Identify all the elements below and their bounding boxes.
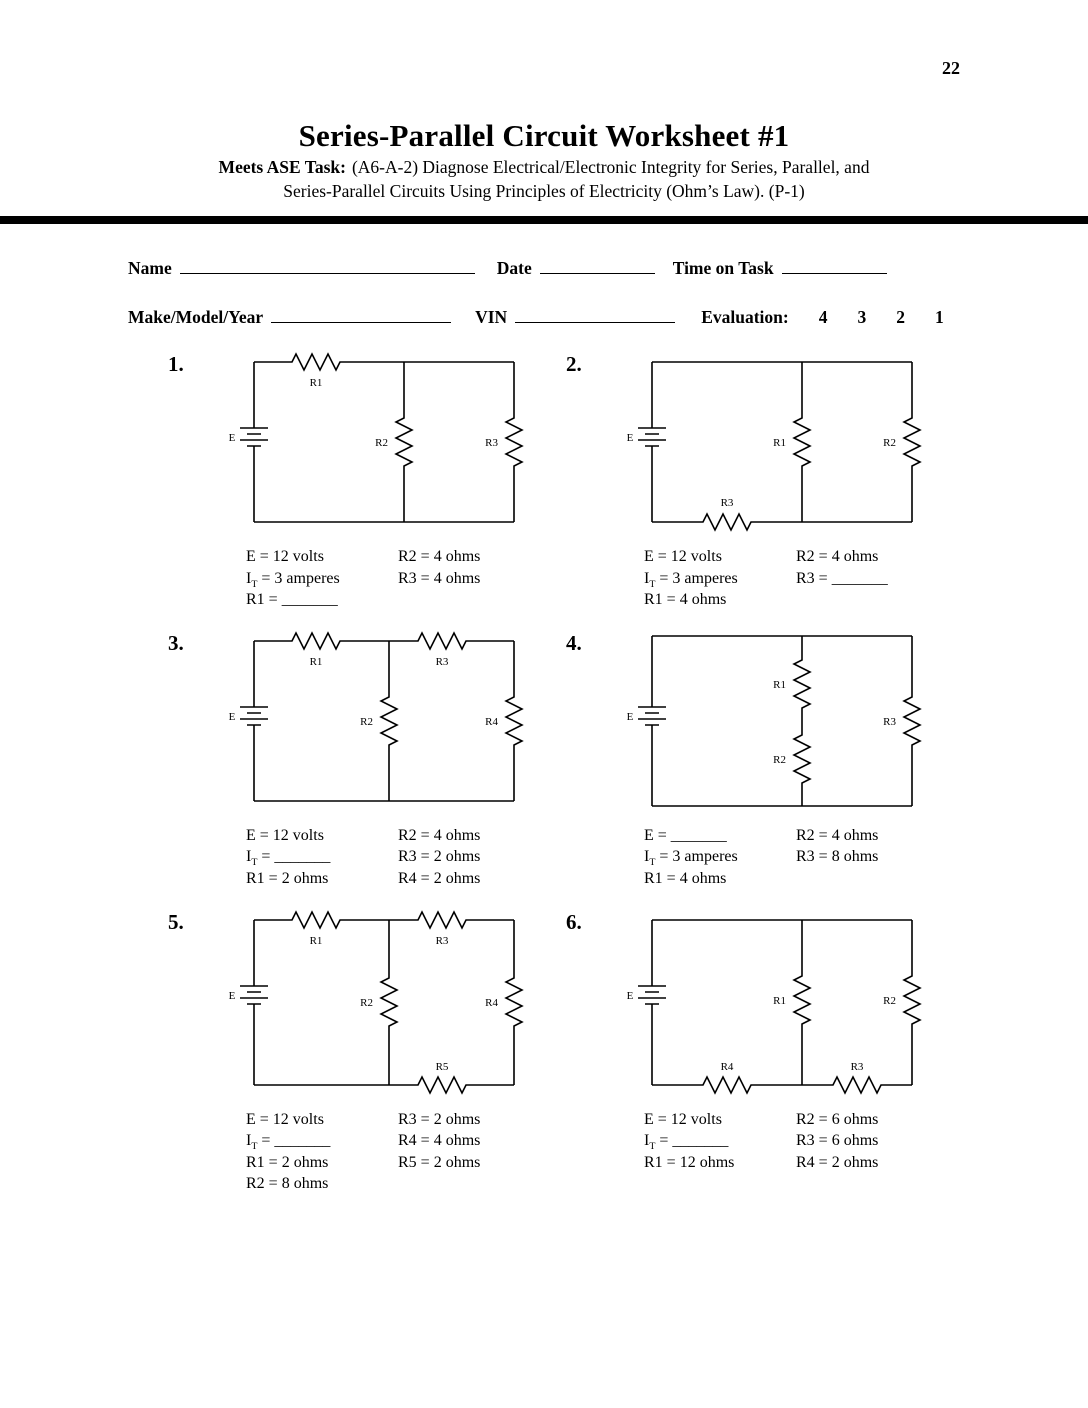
form-row-1 [0, 258, 1088, 279]
value-line: R3 = _______ [796, 569, 888, 587]
value-line: R3 = 2 ohms [398, 1110, 481, 1128]
resistor-label-r1: R1 [773, 437, 786, 449]
value-line: $I_T$ = _______ [246, 848, 331, 869]
value-line: $I_T = 3$ amperes [644, 848, 738, 869]
make-model-year-label: Make/Model/Year [128, 307, 264, 327]
circuit-wires [254, 641, 514, 801]
resistor-label-r5: R5 [435, 1060, 449, 1073]
form-row-2 [0, 307, 1088, 328]
circuit-diagram-5 [214, 900, 544, 1105]
resistor-r2-symbol [794, 729, 810, 789]
value-line: $I_T$ = _______ [644, 1132, 729, 1153]
resistor-label-r3: R3 [435, 934, 449, 947]
resistor-label-r3: R3 [435, 655, 449, 668]
value-line: R4 = 2 ohms [398, 869, 481, 887]
value-line: $I_T$ = _______ [246, 1132, 331, 1153]
problem-3 [168, 621, 566, 890]
battery-label: E [228, 432, 236, 444]
resistor-label-r4: R4 [485, 996, 498, 1009]
problem-2-number: 2. [566, 352, 582, 376]
resistor-label-r3: R3 [850, 1060, 864, 1073]
value-line: E = _______ [644, 826, 727, 844]
circuit-diagram-4 [612, 621, 942, 821]
resistor-label-r3: R3 [720, 497, 734, 509]
problems-grid [0, 342, 1088, 1195]
value-line: R3 = 8 ohms [796, 848, 879, 866]
resistor-label-r2: R2 [360, 996, 373, 1009]
battery-symbol [638, 920, 666, 1085]
resistor-label-r4: R4 [485, 715, 498, 728]
resistor-r3-symbol [506, 412, 522, 472]
resistor-r3-symbol [827, 1077, 887, 1093]
resistor-r1-symbol [286, 912, 346, 928]
circuit-wires [652, 636, 912, 806]
vin-blank [515, 318, 675, 323]
resistor-label-r2: R2 [773, 753, 786, 766]
value-line: R2 = 4 ohms [398, 826, 481, 844]
value-line: R3 = 2 ohms [398, 848, 481, 866]
ase-task-label: Meets ASE Task: [218, 157, 346, 177]
value-line: R1 = 2 ohms [246, 1153, 329, 1171]
value-line: E = 12 volts [644, 1110, 722, 1128]
evaluation-value-2: 2 [896, 307, 905, 327]
value-line: R2 = 8 ohms [246, 1175, 329, 1193]
value-line: $I_T = 3$ amperes [246, 569, 340, 590]
problem-6-number: 6. [566, 909, 582, 934]
circuit-wires [254, 920, 514, 1085]
resistor-r2-symbol [396, 412, 412, 472]
resistor-r3-symbol [412, 633, 472, 649]
problem-5-given-values [246, 1109, 566, 1195]
resistor-r3-symbol [412, 912, 472, 928]
resistor-label-r2: R2 [375, 437, 388, 449]
battery-symbol [240, 920, 268, 1085]
evaluation-value-1: 1 [934, 307, 944, 327]
resistor-r1-symbol [794, 970, 810, 1030]
problem-2 [566, 342, 964, 611]
resistor-r2-symbol [381, 972, 397, 1032]
ase-task-line1 [0, 157, 1088, 178]
value-line: E = 12 volts [246, 826, 324, 844]
value-line: E = 12 volts [246, 548, 324, 565]
problem-5-number: 5. [168, 909, 184, 934]
battery-label: E [626, 710, 634, 723]
problem-4-number: 4. [566, 630, 582, 655]
make-model-year-blank [271, 318, 451, 323]
resistor-r3-symbol [904, 691, 920, 751]
value-line: E = 12 volts [246, 1110, 324, 1128]
name-blank [180, 269, 475, 274]
problem-3-number: 3. [168, 630, 184, 655]
ase-task-text: (A6-A-2) Diagnose Electrical/Electronic Integrity for Series, Parallel, and [351, 157, 870, 177]
value-line: R1 = 4 ohms [644, 869, 727, 887]
value-line: R2 = 6 ohms [796, 1110, 879, 1128]
evaluation-value-3: 3 [857, 307, 867, 327]
resistor-r4-symbol [506, 972, 522, 1032]
battery-symbol [240, 641, 268, 801]
value-line: R1 = 2 ohms [246, 869, 329, 887]
circuit-diagram-6 [612, 900, 942, 1105]
resistor-r2-symbol [904, 970, 920, 1030]
circuit-diagram-1 [214, 342, 544, 542]
value-line: R3 = 6 ohms [796, 1132, 879, 1150]
battery-label: E [228, 989, 236, 1002]
problem-1-number: 1. [168, 352, 184, 376]
problem-2-given-values [644, 546, 964, 611]
problem-4 [566, 621, 964, 890]
resistor-label-r2: R2 [883, 437, 896, 449]
resistor-label-r2: R2 [360, 715, 373, 728]
resistor-label-r2: R2 [883, 994, 896, 1007]
problem-5 [168, 900, 566, 1195]
resistor-label-r1: R1 [309, 377, 323, 389]
resistor-r3-symbol [697, 514, 757, 530]
value-line: R2 = 4 ohms [796, 548, 879, 565]
battery-symbol [638, 636, 666, 806]
value-line: E = 12 volts [644, 548, 722, 565]
battery-symbol [638, 362, 666, 522]
resistor-label-r1: R1 [309, 655, 323, 668]
date-blank [540, 269, 655, 274]
value-line: R4 = 2 ohms [796, 1153, 879, 1171]
battery-symbol [240, 362, 268, 522]
worksheet-title: Series-Parallel Circuit Worksheet #1 [298, 118, 790, 153]
evaluation-value-4: 4 [818, 307, 828, 327]
circuit-diagram-2 [612, 342, 942, 542]
name-label: Name [128, 258, 172, 278]
resistor-label-r1: R1 [773, 994, 786, 1007]
battery-label: E [228, 710, 236, 723]
resistor-label-r3: R3 [883, 715, 896, 728]
vin-label: VIN [475, 307, 508, 327]
page-number: 22 [942, 58, 960, 78]
value-line: R4 = 4 ohms [398, 1132, 481, 1150]
problem-6 [566, 900, 964, 1195]
value-line: R3 = 4 ohms [398, 569, 481, 587]
resistor-r5-symbol [412, 1077, 472, 1093]
resistor-r4-symbol [697, 1077, 757, 1093]
value-line: R1 = _______ [246, 591, 338, 609]
time-on-task-blank [782, 269, 887, 274]
battery-label: E [626, 432, 634, 444]
date-label: Date [496, 258, 532, 278]
problem-4-given-values [644, 825, 964, 890]
circuit-diagram-3 [214, 621, 544, 821]
time-on-task-label: Time on Task [672, 258, 774, 278]
resistor-r4-symbol [506, 691, 522, 751]
problem-6-given-values [644, 1109, 964, 1174]
value-line: R2 = 4 ohms [398, 548, 481, 565]
resistor-r1-symbol [286, 633, 346, 649]
value-line: $I_T = 3$ amperes [644, 569, 738, 590]
evaluation-label: Evaluation: [701, 307, 789, 327]
resistor-label-r3: R3 [485, 437, 498, 449]
value-line: R2 = 4 ohms [796, 826, 879, 844]
value-line: R1 = 12 ohms [644, 1153, 735, 1171]
resistor-label-r1: R1 [309, 934, 323, 947]
divider-rule [0, 216, 1088, 224]
value-line: R5 = 2 ohms [398, 1153, 481, 1171]
problem-1 [168, 342, 566, 611]
resistor-label-r4: R4 [720, 1060, 734, 1073]
value-line: R1 = 4 ohms [644, 591, 727, 609]
problem-1-given-values [246, 546, 566, 611]
ase-task-line2: Series-Parallel Circuits Using Principles of Electricity (Ohm’s Law). (P-1) [283, 181, 805, 201]
resistor-r1-symbol [794, 654, 810, 714]
resistor-r1-symbol [286, 354, 346, 370]
resistor-label-r1: R1 [773, 678, 786, 691]
resistor-r2-symbol [381, 691, 397, 751]
battery-label: E [626, 989, 634, 1002]
resistor-r2-symbol [904, 412, 920, 472]
resistor-r1-symbol [794, 412, 810, 472]
problem-3-given-values [246, 825, 566, 890]
